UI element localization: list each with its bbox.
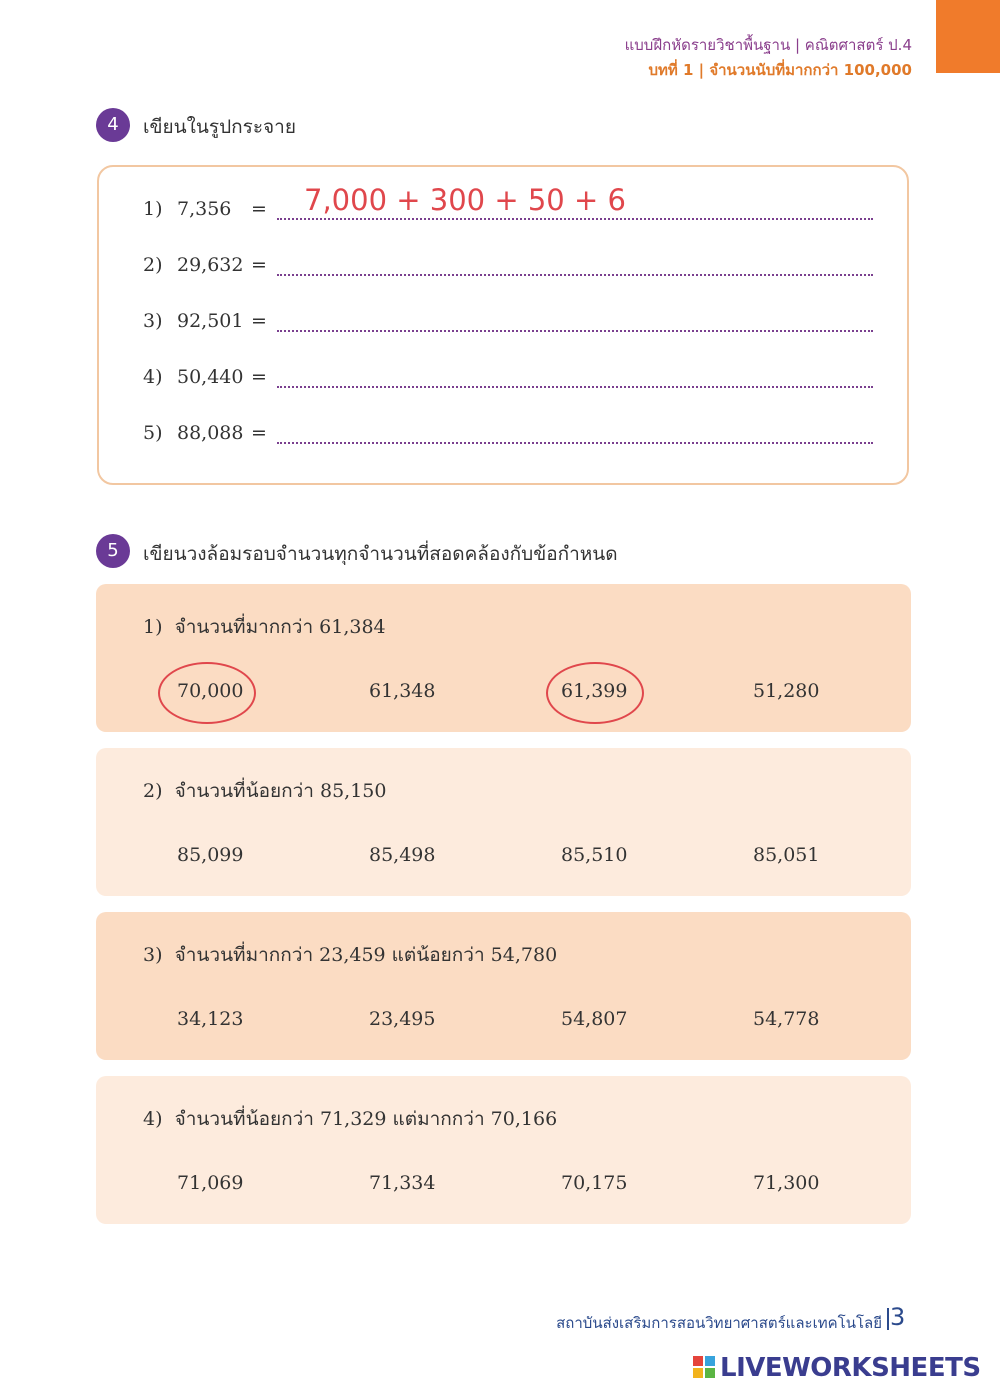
question-number: 4)	[143, 1108, 163, 1130]
equals-sign: =	[251, 366, 267, 388]
question-1	[143, 612, 386, 642]
question-card-4	[96, 1076, 911, 1224]
header-chapter: บทที่ 1 | จำนวนนับที่มากกว่า 100,000	[648, 61, 912, 79]
question-2	[143, 776, 386, 806]
page-divider	[887, 1308, 889, 1330]
item-number: 5)	[143, 422, 163, 444]
liveworksheets-logo-icon	[693, 1356, 715, 1378]
section-5-number: 5	[96, 534, 130, 568]
header-subject: แบบฝึกหัดรายวิชาพื้นฐาน | คณิตศาสตร์ ป.4	[624, 36, 912, 54]
option-1-3[interactable]: 61,399	[561, 680, 628, 702]
item-value: 50,440	[177, 366, 244, 388]
option-4-1[interactable]: 71,069	[177, 1172, 244, 1194]
option-3-2[interactable]: 23,495	[369, 1008, 436, 1030]
option-1-1[interactable]: 70,000	[177, 680, 244, 702]
option-1-4[interactable]: 51,280	[753, 680, 820, 702]
section-4-title: เขียนในรูปกระจาย	[143, 116, 296, 138]
item-value: 29,632	[177, 254, 244, 276]
item-number: 2)	[143, 254, 163, 276]
answer-line-2[interactable]	[277, 274, 873, 276]
item-number: 3)	[143, 310, 163, 332]
equals-sign: =	[251, 254, 267, 276]
question-4	[143, 1104, 557, 1134]
option-3-1[interactable]: 34,123	[177, 1008, 244, 1030]
option-2-4[interactable]: 85,051	[753, 844, 820, 866]
equals-sign: =	[251, 422, 267, 444]
item-number: 4)	[143, 366, 163, 388]
answer-line-4[interactable]	[277, 386, 873, 388]
question-number: 1)	[143, 616, 163, 638]
page-number: 3	[890, 1303, 906, 1331]
item-value: 7,356	[177, 198, 232, 220]
option-2-1[interactable]: 85,099	[177, 844, 244, 866]
section-5-title: เขียนวงล้อมรอบจำนวนทุกจำนวนที่สอดคล้องกับข้อกำหนด	[143, 543, 618, 565]
section-4-number: 4	[96, 108, 130, 142]
option-3-4[interactable]: 54,778	[753, 1008, 820, 1030]
question-text: จำนวนที่น้อยกว่า 85,150	[174, 780, 387, 802]
answer-line-1[interactable]	[277, 218, 873, 220]
option-4-2[interactable]: 71,334	[369, 1172, 436, 1194]
item-value: 88,088	[177, 422, 244, 444]
option-2-3[interactable]: 85,510	[561, 844, 628, 866]
question-number: 2)	[143, 780, 163, 802]
option-4-4[interactable]: 71,300	[753, 1172, 820, 1194]
item-number: 1)	[143, 198, 163, 220]
question-number: 3)	[143, 944, 163, 966]
institute-name: สถาบันส่งเสริมการสอนวิทยาศาสตร์และเทคโนโลยี	[556, 1314, 882, 1332]
option-1-2[interactable]: 61,348	[369, 680, 436, 702]
answer-text-1[interactable]: 7,000 + 300 + 50 + 6	[304, 183, 626, 217]
corner-tab	[936, 0, 1000, 73]
equals-sign: =	[251, 198, 267, 220]
question-card-1	[96, 584, 911, 732]
equals-sign: =	[251, 310, 267, 332]
item-value: 92,501	[177, 310, 244, 332]
option-4-3[interactable]: 70,175	[561, 1172, 628, 1194]
question-text: จำนวนที่มากกว่า 23,459 แต่น้อยกว่า 54,780	[174, 944, 558, 966]
answer-line-5[interactable]	[277, 442, 873, 444]
option-2-2[interactable]: 85,498	[369, 844, 436, 866]
option-3-3[interactable]: 54,807	[561, 1008, 628, 1030]
question-text: จำนวนที่มากกว่า 61,384	[174, 616, 386, 638]
question-card-3	[96, 912, 911, 1060]
question-card-2	[96, 748, 911, 896]
question-text: จำนวนที่น้อยกว่า 71,329 แต่มากกว่า 70,166	[174, 1108, 558, 1130]
liveworksheets-brand[interactable]: LIVEWORKSHEETS	[720, 1353, 981, 1383]
question-3	[143, 940, 557, 970]
answer-line-3[interactable]	[277, 330, 873, 332]
